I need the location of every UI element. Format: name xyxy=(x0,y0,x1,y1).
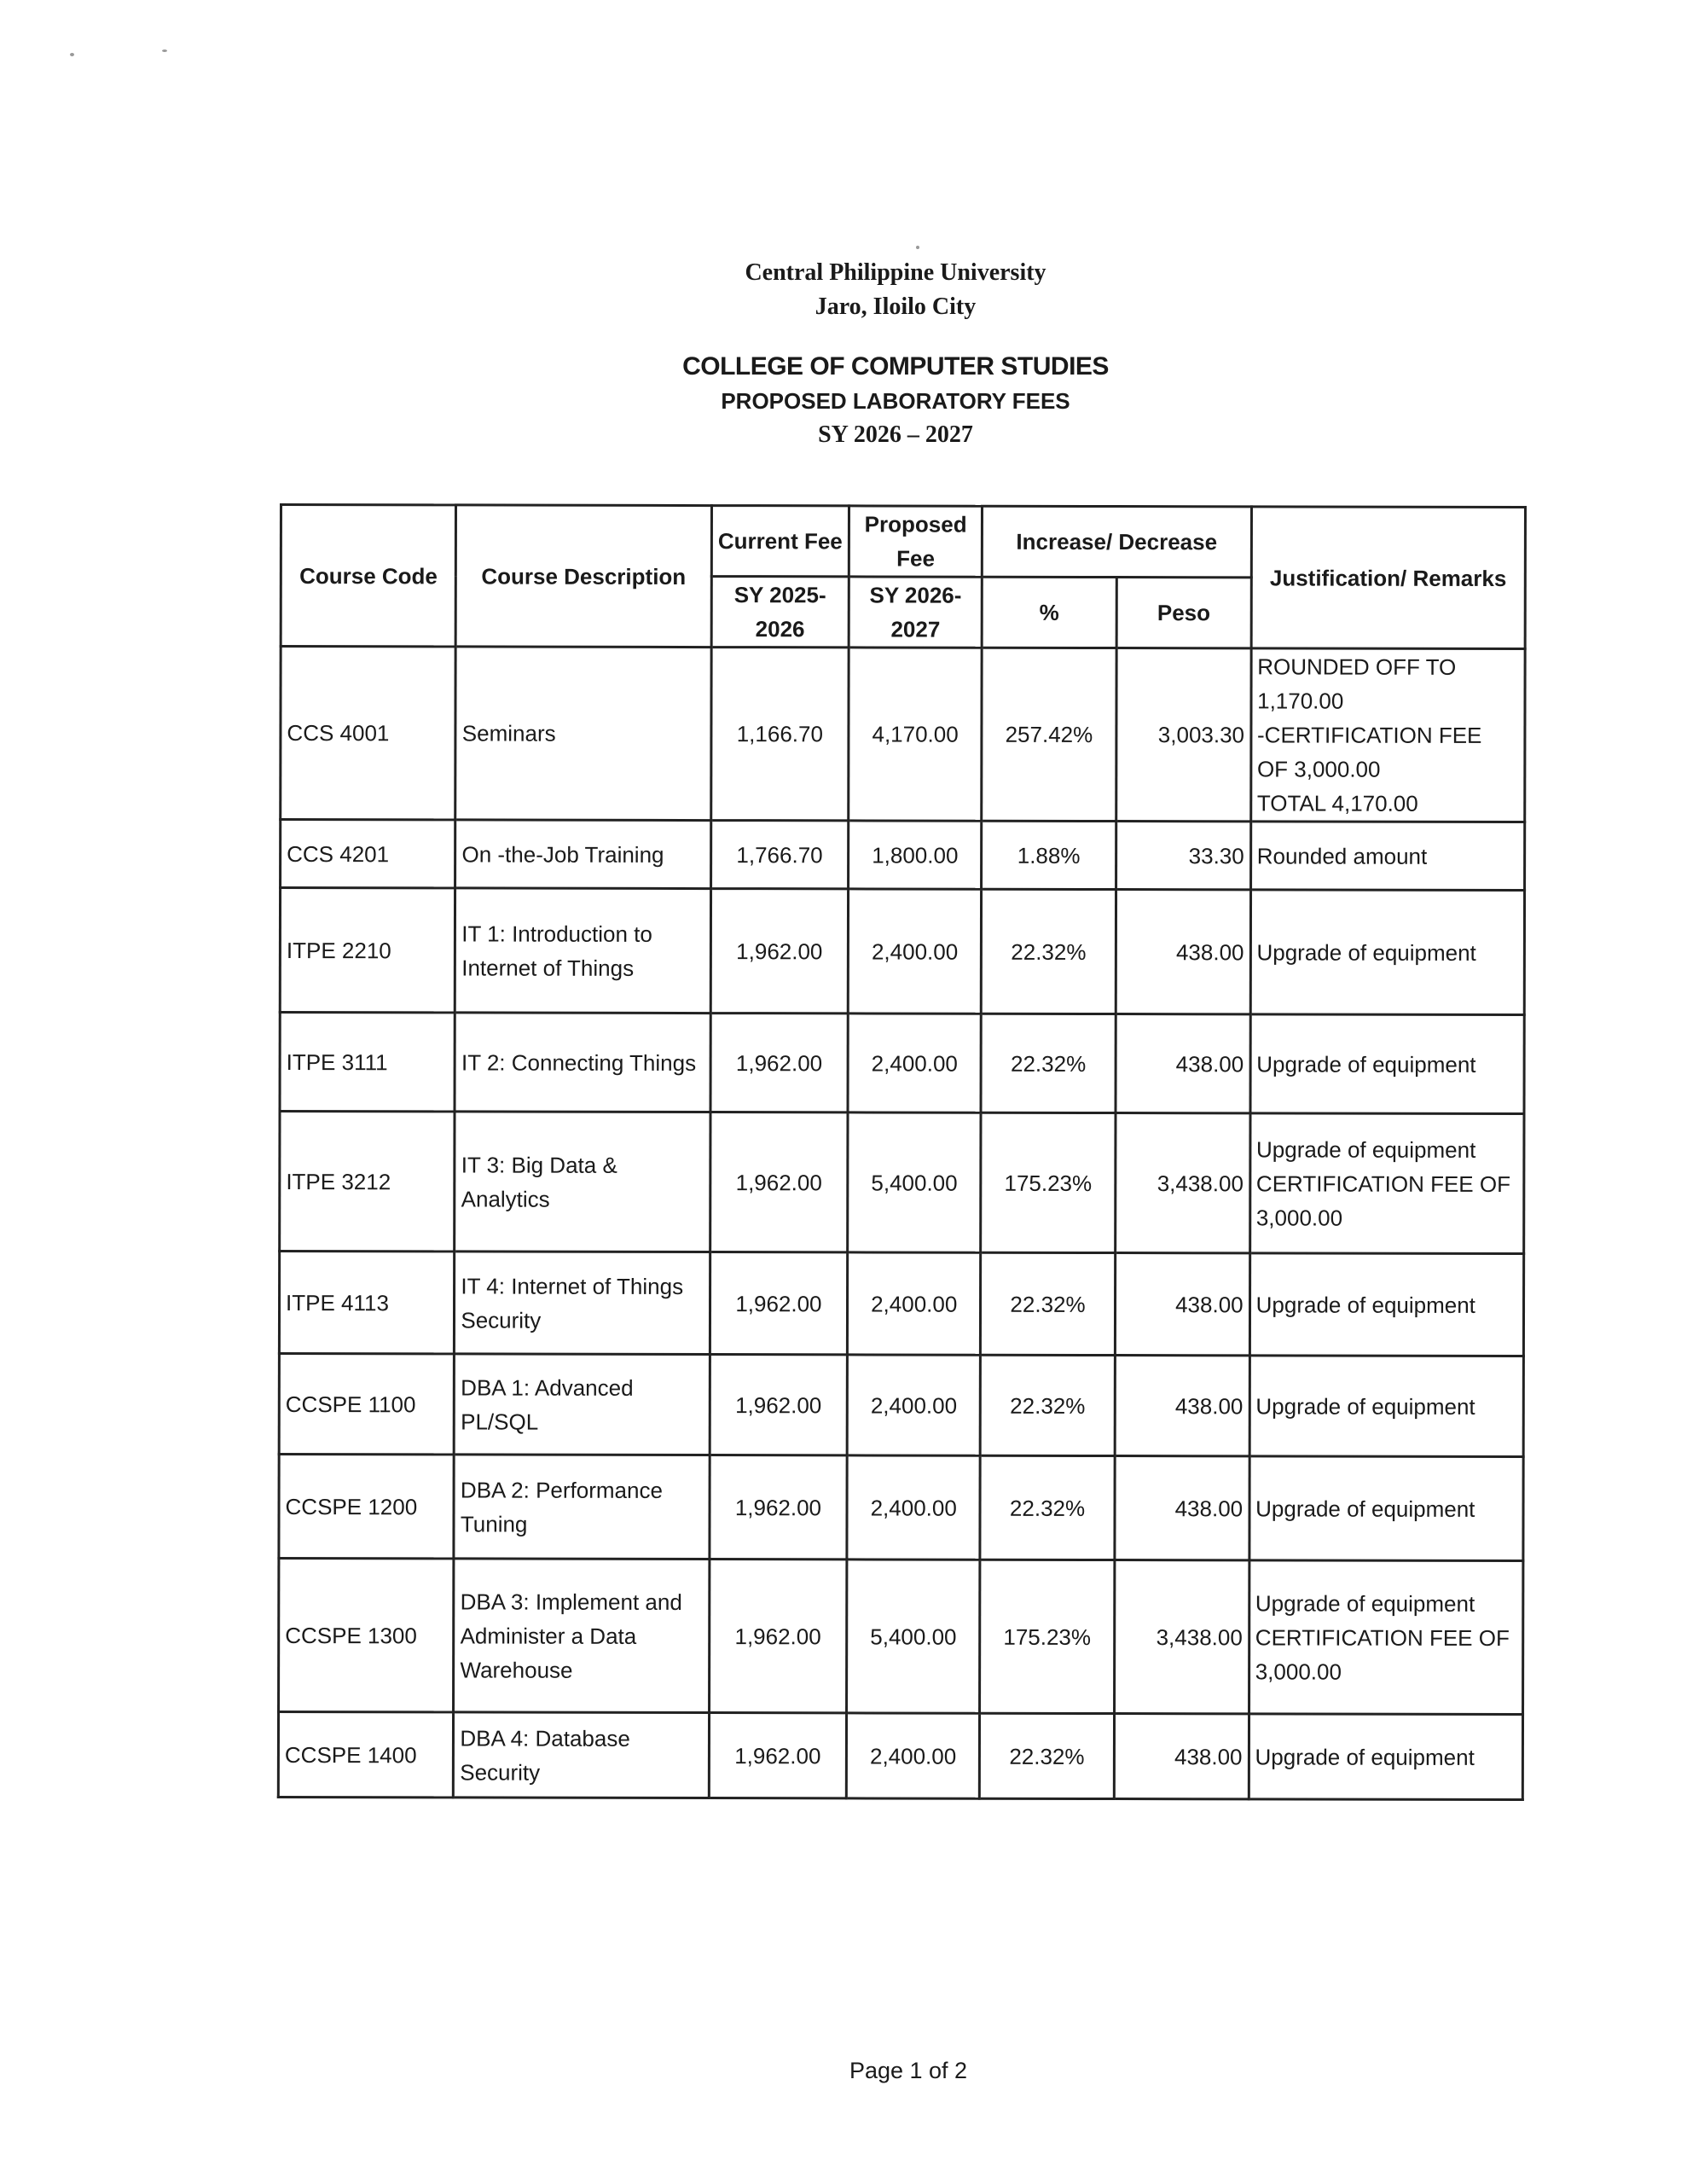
remarks-line: Rounded amount xyxy=(1256,842,1428,869)
percent-change-cell: 175.23% xyxy=(980,1560,1115,1713)
proposed-fee-cell: 4,170.00 xyxy=(849,648,982,821)
peso-change-cell: 33.30 xyxy=(1116,822,1250,890)
current-fee-cell: 1,962.00 xyxy=(709,1713,847,1798)
school-year: SY 2026 – 2027 xyxy=(818,421,973,448)
course-code-cell: CCS 4201 xyxy=(281,820,456,888)
remarks-cell xyxy=(1249,1113,1524,1254)
header-proposed-sy: SY 2026-2027 xyxy=(849,577,982,648)
current-fee-cell: 1,166.70 xyxy=(710,648,849,821)
remarks-line: Upgrade of equipment xyxy=(1255,1392,1475,1420)
remarks-cell xyxy=(1250,1014,1525,1114)
course-description-cell: On -the-Job Training xyxy=(455,820,710,889)
percent-change-cell: 22.32% xyxy=(980,1455,1115,1560)
current-fee-cell: 1,962.00 xyxy=(710,1112,848,1252)
peso-change-cell: 438.00 xyxy=(1115,1456,1249,1560)
current-fee-cell: 1,962.00 xyxy=(710,889,849,1014)
proposed-fee-cell: 2,400.00 xyxy=(847,1355,980,1455)
remarks-line: Upgrade of equipment xyxy=(1255,1743,1475,1770)
proposed-fee-cell: 2,400.00 xyxy=(848,1014,981,1112)
scan-speck xyxy=(916,246,919,249)
remarks-line: Upgrade of equipment xyxy=(1255,1291,1475,1318)
course-description-cell: IT 1: Introduction to Internet of Things xyxy=(455,888,710,1014)
course-code-cell: ITPE 2210 xyxy=(280,888,455,1013)
current-fee-cell: 1,962.00 xyxy=(710,1355,848,1455)
proposed-fee-cell: 2,400.00 xyxy=(848,1252,981,1355)
table-row xyxy=(280,888,1524,1015)
course-code-cell: CCSPE 1100 xyxy=(279,1354,455,1455)
remarks-cell xyxy=(1249,1560,1523,1715)
table-row xyxy=(279,1354,1523,1457)
course-code-cell: CCSPE 1300 xyxy=(279,1559,455,1712)
header-peso: Peso xyxy=(1116,578,1251,648)
proposed-fee-cell: 5,400.00 xyxy=(847,1560,980,1713)
header-current-fee: Current Fee xyxy=(711,506,849,577)
university-name: Central Philippine University xyxy=(745,259,1046,286)
remarks-line: Upgrade of equipment xyxy=(1256,1050,1476,1077)
percent-change-cell: 1.88% xyxy=(982,821,1116,889)
header-proposed-fee: Proposed Fee xyxy=(849,506,983,577)
current-fee-cell: 1,962.00 xyxy=(709,1560,847,1713)
percent-change-cell: 22.32% xyxy=(980,1355,1115,1455)
course-description-cell: IT 2: Connecting Things xyxy=(455,1013,710,1112)
remarks-line: CERTIFICATION FEE OF 3,000.00 xyxy=(1255,1623,1510,1685)
current-fee-cell: 1,962.00 xyxy=(709,1455,847,1560)
table-row xyxy=(280,1112,1524,1254)
proposed-fee-cell: 2,400.00 xyxy=(847,1713,980,1798)
laboratory-fees-table xyxy=(277,503,1527,1801)
course-code-cell: CCSPE 1200 xyxy=(279,1455,455,1559)
table-row xyxy=(279,1252,1523,1356)
table-row xyxy=(278,1712,1522,1800)
course-description-cell: Seminars xyxy=(455,647,711,821)
course-code-cell: ITPE 3212 xyxy=(280,1112,455,1252)
course-code-cell: CCS 4001 xyxy=(281,647,456,820)
fee-rows xyxy=(278,647,1525,1800)
header-increase-decrease: Increase/ Decrease xyxy=(982,506,1251,578)
course-description-cell: IT 4: Internet of Things Security xyxy=(455,1252,710,1355)
remarks-cell xyxy=(1249,1253,1524,1356)
table-row xyxy=(279,1455,1523,1561)
header-course-description: Course Description xyxy=(456,505,712,648)
percent-change-cell: 175.23% xyxy=(981,1112,1116,1252)
proposed-fee-cell: 1,800.00 xyxy=(849,821,982,889)
remarks-line: Upgrade of equipment xyxy=(1255,1495,1475,1522)
table-row xyxy=(281,647,1525,822)
proposed-fee-cell: 2,400.00 xyxy=(847,1455,980,1560)
course-description-cell: DBA 1: Advanced PL/SQL xyxy=(455,1354,710,1455)
header-percent: % xyxy=(982,577,1116,648)
college-name: COLLEGE OF COMPUTER STUDIES xyxy=(682,352,1109,380)
peso-change-cell: 438.00 xyxy=(1116,1014,1250,1113)
remarks-line: Upgrade of equipment xyxy=(1256,938,1476,966)
percent-change-cell: 22.32% xyxy=(981,1014,1116,1112)
percent-change-cell: 22.32% xyxy=(979,1713,1114,1798)
remarks-cell xyxy=(1250,648,1525,822)
course-code-cell: CCSPE 1400 xyxy=(278,1712,454,1798)
table-row xyxy=(281,820,1525,891)
header-course-code: Course Code xyxy=(281,505,456,647)
percent-change-cell: 257.42% xyxy=(982,648,1116,821)
course-description-cell: DBA 3: Implement and Administer a Data Warehouse xyxy=(454,1559,710,1713)
course-code-cell: ITPE 3111 xyxy=(280,1013,455,1112)
course-description-cell: DBA 4: Database Security xyxy=(454,1712,709,1798)
peso-change-cell: 438.00 xyxy=(1114,1714,1249,1799)
proposed-fee-cell: 2,400.00 xyxy=(849,889,982,1014)
remarks-cell xyxy=(1250,822,1525,891)
peso-change-cell: 438.00 xyxy=(1115,1356,1249,1456)
table-row xyxy=(280,1013,1524,1114)
document-title: PROPOSED LABORATORY FEES xyxy=(721,388,1070,414)
course-description-cell: DBA 2: Performance Tuning xyxy=(454,1455,709,1560)
peso-change-cell: 3,438.00 xyxy=(1114,1560,1249,1714)
remarks-line: -CERTIFICATION FEE OF 3,000.00 xyxy=(1256,722,1482,782)
remarks-line: Upgrade of equipment xyxy=(1255,1136,1476,1163)
table-row xyxy=(279,1559,1523,1715)
header-current-sy: SY 2025-2026 xyxy=(711,577,849,648)
remarks-line: ROUNDED OFF TO 1,170.00 xyxy=(1257,653,1457,714)
remarks-line: CERTIFICATION FEE OF 3,000.00 xyxy=(1255,1170,1511,1231)
proposed-fee-cell: 5,400.00 xyxy=(848,1112,981,1252)
remarks-cell xyxy=(1249,1456,1524,1561)
current-fee-cell: 1,766.70 xyxy=(710,821,849,889)
peso-change-cell: 3,438.00 xyxy=(1116,1113,1250,1253)
course-description-cell: IT 3: Big Data & Analytics xyxy=(455,1112,710,1252)
scan-speck xyxy=(162,49,167,52)
scan-speck xyxy=(70,53,74,56)
peso-change-cell: 3,003.30 xyxy=(1116,648,1251,822)
page-number: Page 1 of 2 xyxy=(849,2058,968,2083)
header-justification: Justification/ Remarks xyxy=(1251,507,1526,649)
peso-change-cell: 438.00 xyxy=(1116,890,1250,1014)
document-header xyxy=(0,256,1687,452)
percent-change-cell: 22.32% xyxy=(981,889,1116,1014)
remarks-cell xyxy=(1249,1356,1524,1457)
current-fee-cell: 1,962.00 xyxy=(710,1252,848,1355)
university-city: Jaro, Iloilo City xyxy=(815,293,977,320)
percent-change-cell: 22.32% xyxy=(981,1252,1116,1355)
remarks-line: Upgrade of equipment xyxy=(1255,1589,1475,1617)
course-code-cell: ITPE 4113 xyxy=(279,1252,455,1354)
remarks-cell xyxy=(1249,1714,1523,1800)
remarks-cell xyxy=(1250,890,1525,1015)
current-fee-cell: 1,962.00 xyxy=(710,1014,849,1112)
remarks-line: TOTAL 4,170.00 xyxy=(1256,790,1418,816)
peso-change-cell: 438.00 xyxy=(1115,1253,1249,1356)
